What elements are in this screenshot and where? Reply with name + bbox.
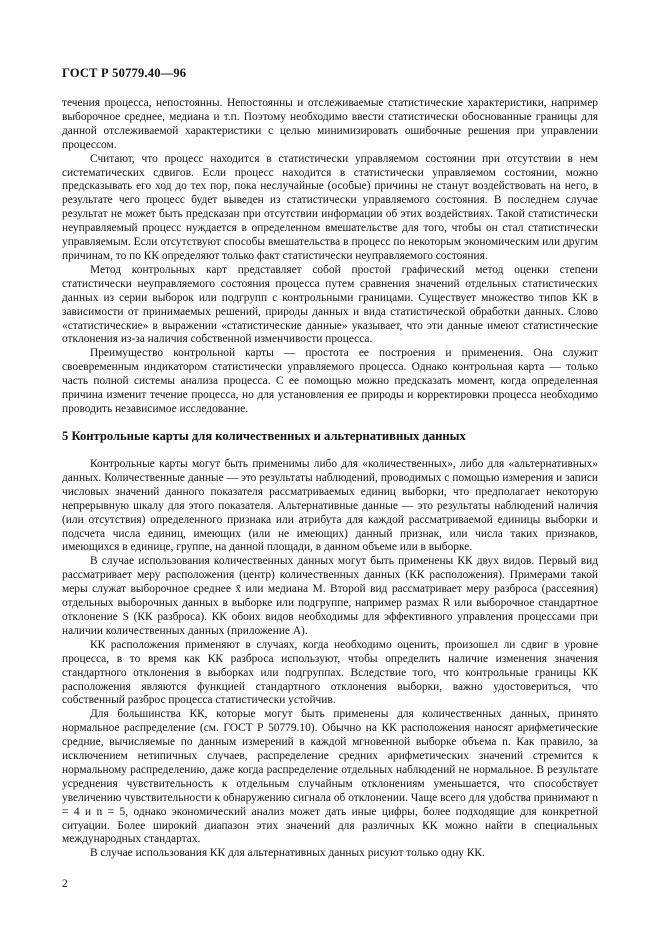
paragraph: Преимущество контрольной карты — простота ее построения и применения. Она служит своевременным индикатором статистически управляемого процесса. Однако контрольная карта — только часть полной системы анализа процесса. С ее помощью можно предсказать момент, когда определенная причина изменит течение процесса, но для установления ее природы и корректировки процесса необходимо проводить независимое исследование.: [62, 347, 598, 415]
paragraph: Метод контрольных карт представляет собой простой графический метод оценки степени статистически неуправляемого состояния процесса путем сравнения значений отдельных статистических данных из серии выборок или подгрупп с контрольными границами. Существует множество типов КК в зависимости от принимаемых решений, природы данных и вида статистической обработки данных. Слово «статистические» в выражении «статистические данные» указывает, что эти данные имеют статистические отклонения из-за наличия собственной изменчивости процесса.: [62, 263, 598, 346]
paragraph: Для большинства КК, которые могут быть применены для количественных данных, принято нормальное распределение (см. ГОСТ Р 50779.10). Обычно на КК расположения наносят арифметические средние, вычисляемые по данным измерений в каждой мгновенной выборке объема n. Как правило, за исключением нетипичных случаев, распределение средних арифметических значений стремится к нормальному распределению, даже когда распределение отдельных наблюдений не нормальное. В результате усреднения чувствительность к отдельным случайным отклонениям уменьшается, что способствует увеличению чувствительности к обнаружению сигнала об отклонении. Чаще всего для удобства принимают n = 4 и n = 5, однако экономический анализ может дать иные цифры, более подходящие для конкретной ситуации. Более широкий диапазон этих значений для различных КК можно найти в специальных международных стандартах.: [62, 708, 598, 846]
section-5-body: [62, 458, 598, 861]
paragraph: Считают, что процесс находится в статистически управляемом состоянии при отсутствии в нем систематических сдвигов. Если процесс находится в статистически управляемом состоянии, можно предсказывать его ход до тех пор, пока неслучайные (особые) причины не станут воздействовать на него, в результате чего процесс будет выведен из статистически управляемого состояния. В последнем случае результат не может быть предсказан при отсутствии информации об этих воздействиях. Такой статистически неуправляемый процесс нуждается в определенном вмешательстве для того, чтобы он стал статистически управляемым. Если отсутствуют способы вмешательства в процесс по некоторым экономическим или другим причинам, то по КК определяют только факт статистически неуправляемого состояния.: [62, 152, 598, 262]
page-number: 2: [62, 878, 68, 890]
paragraph: течения процесса, непостоянны. Непостоянны и отслеживаемые статистические характеристики, например выборочное среднее, медиана и т.п. Поэтому необходимо ввести статистически обоснованные границы для данной отслеживаемой характеристики с целью минимизировать ошибочные решения при управлении процессом.: [62, 97, 598, 151]
page-header-standard-number: ГОСТ Р 50779.40—96: [62, 66, 187, 80]
section-4-continuation: [62, 97, 598, 417]
paragraph: КК расположения применяют в случаях, когда необходимо оценить, произошел ли сдвиг в уровне процесса, в то время как КК разброса используют, чтобы определить наличие изменения значения стандартного отклонения в выборках или подгруппах. Вследствие того, что контрольные границы КК расположения являются функцией стандартного отклонения выборки, важно удостовериться, что собственный разброс процесса статистически устойчив.: [62, 638, 598, 707]
section-heading: 5 Контрольные карты для количественных и альтернативных данных: [62, 429, 466, 443]
paragraph: В случае использования количественных данных могут быть применены КК двух видов. Первый вид рассматривает меру расположения (центр) количественных данных (КК расположения). Примерами такой меры служат выборочное среднее x̄ или медиана M. Второй вид рассматривает меру разброса (рассеяния) отдельных выборочных данных в выборке или подгруппе, например размах R или выборочное стандартное отклонение S (КК разброса). КК обоих видов необходимы для эффективного управления процессами при наличии количественных данных (приложение А).: [62, 555, 598, 637]
paragraph: В случае использования КК для альтернативных данных рисуют только одну КК.: [90, 847, 485, 860]
paragraph: Контрольные карты могут быть применимы либо для «количественных», либо для «альтернативных» данных. Количественные данные — это результаты наблюдений, проводимых с помощью измерения и записи числовых значений данного показателя рассматриваемых единиц выборки, что предполагает некоторую непрерывную шкалу для этого показателя. Альтернативные данные — это результаты наблюдений наличия (или отсутствия) определенного признака или атрибута для каждой рассматриваемой единицы выборки и подсчета числа единиц, имеющих (или не имеющих) данный признак, или числа таких признаков, имеющихся в единице, группе, на данной площади, в данном объеме или в выборке.: [62, 458, 598, 554]
